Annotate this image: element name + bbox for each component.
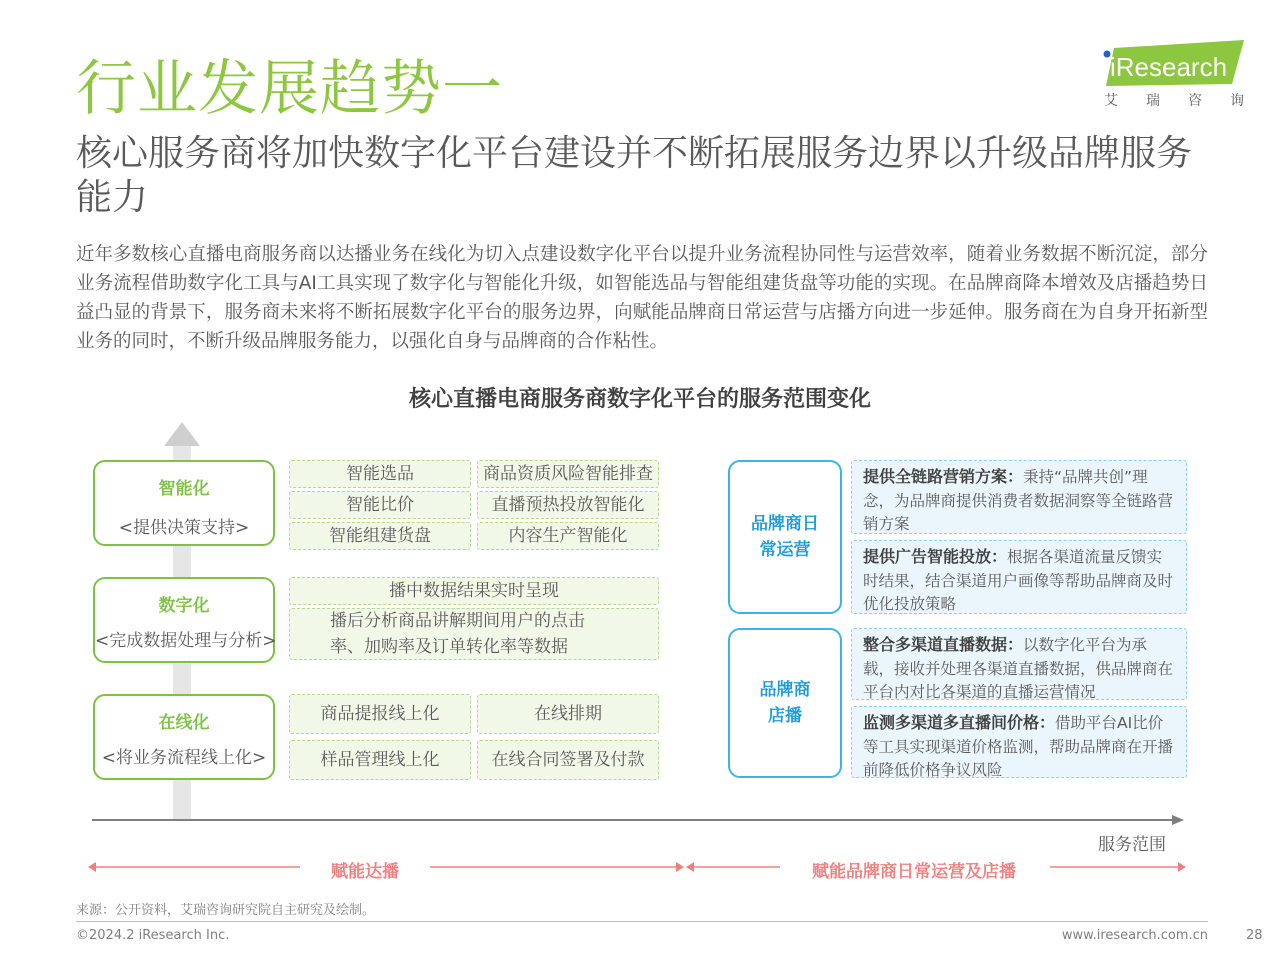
detail-head: 提供全链路营销方案：: [863, 467, 1024, 486]
feature-cell: 在线排期: [477, 694, 659, 734]
feature-cell: 播中数据结果实时呈现: [289, 577, 659, 605]
level-desc: <完成数据处理与分析>: [95, 631, 277, 651]
detail-head: 监测多渠道多直播间价格：: [863, 713, 1056, 732]
page-subtitle: 核心服务商将加快数字化平台建设并不断拓展服务边界以升级品牌服务能力: [76, 133, 1193, 218]
page-number: 28: [1246, 928, 1263, 943]
brand-store-live-box: [728, 628, 842, 778]
feature-cell: 商品提报线上化: [289, 694, 471, 734]
feature-cell: 播后分析商品讲解期间用户的点击率、加购率及订单转化率等数据: [289, 608, 659, 660]
brand-box-label: 品牌商日常运营: [751, 514, 819, 560]
detail-box: [851, 628, 1187, 700]
level-name: 智能化: [158, 479, 210, 499]
detail-box: [851, 706, 1187, 778]
detail-box: [851, 540, 1187, 614]
page-title: 行业发展趋势一: [76, 54, 503, 124]
source-note: 来源：公开资料，艾瑞咨询研究院自主研究及绘制。: [76, 903, 376, 918]
intro-paragraph: 近年多数核心直播电商服务商以达播业务在线化为切入点建设数字化平台以提升业务流程协同性与运营效率，随着业务数据不断沉淀，部分业务流程借助数字化工具与AI工具实现了数字化与智能化升级，如智能选品与智能组建货盘等功能的实现。在品牌商降本增效及店播趋势日益凸显的背景下，服务商未来将不断拓展数字化平台的服务边界，向赋能品牌商日常运营与店播方向进一步延伸。服务商在为自身开拓新型业务的同时，不断升级品牌服务能力，以强化自身与品牌商的合作粘性。: [76, 244, 1208, 352]
logo-char: 瑞: [1146, 93, 1160, 109]
logo-char: 艾: [1104, 93, 1118, 109]
span-label-right: 赋能品牌商日常运营及店播: [812, 862, 1016, 882]
website-link[interactable]: www.iresearch.com.cn: [1061, 928, 1208, 943]
footer-divider: [76, 921, 1208, 922]
logo-char: 咨: [1188, 93, 1202, 109]
detail-body: 根据各渠道流量反馈实时结果，结合渠道用户画像等帮助品牌商及时优化投放策略: [863, 548, 1174, 613]
logo-cn-name: [1104, 90, 1244, 110]
detail-head: 整合多渠道直播数据：: [863, 635, 1024, 654]
logo-char: 询: [1230, 93, 1244, 109]
detail-box: [851, 460, 1187, 534]
feature-cell: 智能组建货盘: [289, 522, 471, 550]
level-name: 在线化: [158, 713, 210, 733]
feature-cell: 样品管理线上化: [289, 740, 471, 780]
level-desc: <将业务流程线上化>: [101, 748, 267, 768]
logo-wordmark: iResearch: [1110, 52, 1228, 82]
feature-cell: 商品资质风险智能排查: [477, 460, 659, 488]
axis-label: 服务范围: [1098, 835, 1166, 855]
level-online: [93, 694, 275, 780]
detail-head: 提供广告智能投放：: [863, 547, 1008, 566]
feature-cell: 在线合同签署及付款: [477, 740, 659, 780]
feature-cell: 内容生产智能化: [477, 522, 659, 550]
span-label-left: 赋能达播: [331, 862, 399, 882]
detail-body: 秉持“品牌共创”理念，为品牌商提供消费者数据洞察等全链路营销方案: [863, 468, 1174, 533]
detail-body: 以数字化平台为承载，接收并处理各渠道直播数据，供品牌商在平台内对比各渠道的直播运营情况: [863, 636, 1174, 701]
level-name: 数字化: [158, 596, 210, 616]
brand-box-label: 品牌商店播: [759, 680, 811, 726]
level-desc: <提供决策支持>: [118, 518, 250, 538]
level-intelligent: [93, 460, 275, 546]
level-digital: [93, 577, 275, 663]
feature-cell: 智能比价: [289, 491, 471, 519]
copyright: ©2024.2 iResearch Inc.: [76, 928, 230, 943]
feature-cell: 直播预热投放智能化: [477, 491, 659, 519]
brand-daily-ops-box: [728, 460, 842, 614]
detail-body: 借助平台AI比价等工具实现渠道价格监测，帮助品牌商在开播前降低价格争议风险: [863, 714, 1174, 779]
feature-cell: 智能选品: [289, 460, 471, 488]
chart-title: 核心直播电商服务商数字化平台的服务范围变化: [408, 387, 871, 412]
